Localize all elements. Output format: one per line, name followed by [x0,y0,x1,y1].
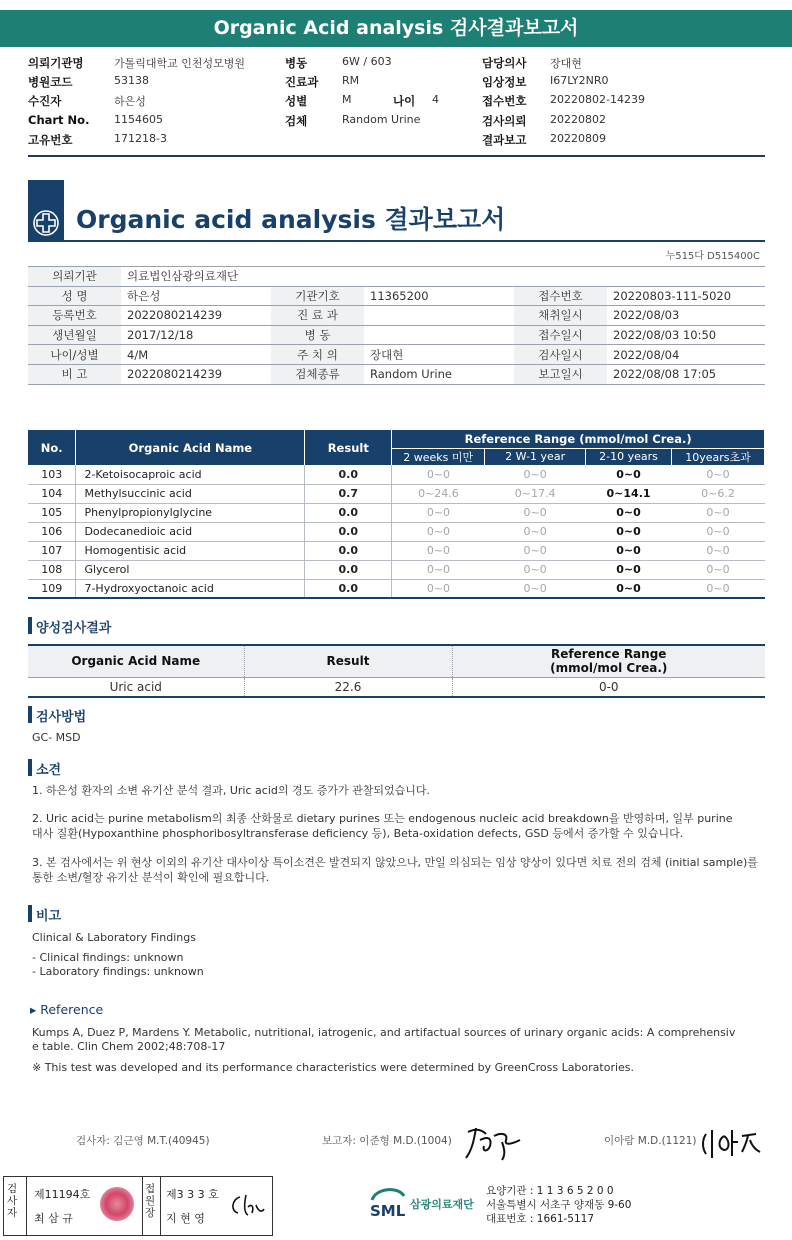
info-label: 의뢰기관 [28,267,121,287]
info-label: 나이/성별 [28,345,121,365]
row-result: 0.0 [305,465,392,484]
info-label: 접수일시 [514,325,607,345]
findings-p3a: 3. 본 검사에서는 위 현상 이외의 유기산 대사이상 특이소견은 발견되지 않았으나, 만일 의심되는 임상 양상이 있다면 치료 전의 검체 (initial sample)를 [32,856,758,869]
pos-col-ref: Reference Range (mmol/mol Crea.) [452,645,765,677]
header-key: Chart No. [28,112,90,127]
findings-p2b: 대사 질환(Hypoxanthine phosphoribosyltransferase deficiency 등), Beta-oxidation defects, GSD 등에서 증가할 수 있습니다. [32,827,684,840]
info-value: 2022/08/08 17:05 [607,364,765,384]
row-ref-range: 0~0 [485,503,586,522]
row-ref-range: 0~0 [392,579,485,598]
row-result: 0.7 [305,484,392,503]
row-acid-name: 7-Hydroxyoctanoic acid [76,579,305,598]
row-acid-name: Glycerol [76,560,305,579]
reference-heading: ▸ Reference [30,1002,104,1017]
table-row [28,364,765,384]
info-value: 2022080214239 [121,306,271,326]
remarks-l3: - Laboratory findings: unknown [32,965,204,978]
row-ref-range: 0~0 [485,579,586,598]
row-ref-range: 0~0 [586,503,672,522]
row-no: 108 [28,560,76,579]
col-no: No. [28,430,76,465]
row-result: 0.0 [305,503,392,522]
row-no: 109 [28,579,76,598]
row-acid-name: Methylsuccinic acid [76,484,305,503]
row-ref-range: 0~0 [586,560,672,579]
stamp-label-1: 검사자 [7,1183,18,1219]
logo-box [28,180,64,242]
row-acid-name: Homogentisic acid [76,541,305,560]
brand-name: 삼광의료재단 [410,1198,474,1211]
header-key: 진료과 [285,75,319,90]
row-ref-range: 0~6.2 [672,484,765,503]
info-value: 11365200 [364,286,514,306]
organic-acid-results-table [28,430,765,599]
row-ref-range: 0~0 [672,503,765,522]
reference-l2: e table. Clin Chem 2002;48:708-17 [32,1040,226,1053]
row-result: 0.0 [305,522,392,541]
col-ref-range: Reference Range (mmol/mol Crea.) [392,430,765,448]
remarks-l2: - Clinical findings: unknown [32,951,184,964]
row-ref-range: 0~0 [485,560,586,579]
pos-name: Uric acid [28,677,244,697]
header-value: 20220802 [550,112,606,126]
title-rule [28,240,765,242]
header-key: 성별 [285,94,308,109]
info-value: 2017/12/18 [121,325,271,345]
table-row [28,345,765,365]
reference-l1: Kumps A, Duez P, Mardens Y. Metabolic, nutritional, iatrogenic, and artifactual sources of urinary organic acids: A comprehensiv [32,1026,736,1039]
header-value: I67LY2NR0 [550,74,609,88]
header-value: 하은성 [114,95,146,109]
table-row [28,484,765,503]
row-ref-range: 0~17.4 [485,484,586,503]
stamp-name-2: 지 현 영 [166,1212,205,1225]
info-value: Random Urine [364,364,514,384]
info-value: 장대현 [364,345,514,365]
header-key: 담당의사 [482,56,527,70]
header-key: 고유번호 [28,132,73,147]
positive-results-table [28,644,765,698]
info-label: 보고일시 [514,364,607,384]
table-row [28,522,765,541]
findings-heading: 소견 [28,759,61,778]
findings-p3b: 통한 소변/혈장 유기산 분석이 확인에 필요합니다. [32,871,270,884]
header-value: 171218-3 [114,131,167,145]
info-label: 등록번호 [28,306,121,326]
sml-logo-icon [368,1186,408,1222]
header-divider [28,155,765,157]
table-row [28,306,765,326]
row-ref-range: 0~0 [672,579,765,598]
svg-text:SML: SML [370,1202,406,1220]
reporter-signature-label: 보고자: 이준형 M.D.(1004) [322,1135,452,1147]
table-row [28,541,765,560]
header-key: 결과보고 [482,132,527,147]
footer-address: 요양기관 : 1 1 3 6 5 2 0 0 서울특별시 서초구 양재동 9-60 대표번호 : 1661-5117 [486,1185,632,1225]
header-key: 병동 [285,56,308,70]
stamp-signature-icon [226,1191,266,1221]
row-ref-range: 0~0 [672,541,765,560]
cross-logo-icon [31,208,61,238]
findings-p1: 1. 하은성 환자의 소변 유기산 분석 결과, Uric acid의 경도 증가가 관찰되었습니다. [32,784,430,797]
header-value: 장대현 [550,57,582,70]
info-label: 주 치 의 [271,345,364,365]
info-label: 병 동 [271,325,364,345]
remarks-heading: 비고 [28,905,61,924]
pos-ref: 0-0 [452,677,765,697]
row-ref-range: 0~0 [672,522,765,541]
info-value: 4/M [121,345,271,365]
info-value: 하은성 [121,286,271,306]
row-ref-range: 0~0 [672,560,765,579]
doctor-signature-label: 이아람 M.D.(1121) [604,1135,697,1147]
header-value: 1154605 [114,112,163,126]
row-ref-range: 0~0 [392,541,485,560]
row-ref-range: 0~0 [485,465,586,484]
tester-signature-label: 검사자: 김근영 M.T.(40945) [76,1135,210,1147]
stamp-num-2: 제3 3 3 호 [166,1188,219,1201]
info-label: 검사일시 [514,345,607,365]
info-value [364,325,514,345]
header-value: RM [342,74,360,88]
header-key-age: 나이 [393,94,416,109]
reference-note: ※ This test was developed and its performance characteristics were determined by GreenCross Laboratories. [32,1061,635,1074]
patient-info-table [28,266,765,385]
row-ref-range: 0~14.1 [586,484,672,503]
col-age-group: 2 W-1 year [485,448,586,465]
method-value: GC- MSD [32,731,81,744]
findings-p2a: 2. Uric acid는 purine metabolism의 최종 산화물로 dietary purines 또는 endogenous nucleic acid breakdown을 반영하며, 일부 purine [32,812,733,825]
header-value: 6W / 603 [342,55,392,68]
row-no: 106 [28,522,76,541]
header-value: 가톨릭대학교 인천성모병원 [114,57,246,70]
info-label: 비 고 [28,364,121,384]
patient-header [28,55,768,150]
info-label: 성 명 [28,286,121,306]
row-no: 103 [28,465,76,484]
table-row [28,677,765,697]
info-value: 2022/08/03 10:50 [607,325,765,345]
info-label: 생년월일 [28,325,121,345]
col-result: Result [305,430,392,465]
col-age-group: 2 weeks 미만 [392,448,485,465]
header-value: 20220802-14239 [550,93,645,107]
row-ref-range: 0~0 [485,522,586,541]
header-value-age: 4 [432,93,439,107]
row-ref-range: 0~0 [485,541,586,560]
row-acid-name: 2-Ketoisocaproic acid [76,465,305,484]
table-row [28,560,765,579]
row-ref-range: 0~0 [392,522,485,541]
info-row-institution [28,267,765,287]
info-label: 접수번호 [514,286,607,306]
col-age-group: 10years초과 [672,448,765,465]
row-ref-range: 0~0 [392,560,485,579]
info-value: 2022080214239 [121,364,271,384]
info-value [364,306,514,326]
header-key: 병원코드 [28,75,73,90]
header-key: 접수번호 [482,94,527,109]
header-key: 검사의뢰 [482,113,527,128]
row-no: 104 [28,484,76,503]
stamp-name-1: 최 삼 규 [34,1212,73,1225]
info-label: 기관기호 [271,286,364,306]
row-ref-range: 0~0 [586,465,672,484]
table-row [28,579,765,598]
row-acid-name: Dodecanedioic acid [76,522,305,541]
row-result: 0.0 [305,560,392,579]
col-name: Organic Acid Name [76,430,305,465]
info-label: 진 료 과 [271,306,364,326]
table-row [28,465,765,484]
pos-col-result: Result [244,645,452,677]
row-ref-range: 0~0 [586,541,672,560]
remarks-l1: Clinical & Laboratory Findings [32,931,196,944]
stamp-num-1: 제11194호 [34,1188,91,1201]
pos-result: 22.6 [244,677,452,697]
info-label: 채취일시 [514,306,607,326]
row-acid-name: Phenylpropionylglycine [76,503,305,522]
row-ref-range: 0~0 [586,522,672,541]
table-row [28,286,765,306]
row-result: 0.0 [305,579,392,598]
header-key: 임상정보 [482,75,527,90]
header-value: M [342,93,352,107]
row-ref-range: 0~0 [586,579,672,598]
row-ref-range: 0~0 [392,503,485,522]
row-ref-range: 0~0 [672,465,765,484]
report-title: Organic acid analysis 결과보고서 [76,205,506,234]
form-code: 누515다 D515400C [665,251,760,262]
reporter-signature-icon [462,1122,526,1162]
header-value: Random Urine [342,112,421,126]
info-value: 2022/08/04 [607,345,765,365]
stamp-label-2: 접원장 [145,1183,156,1219]
row-no: 105 [28,503,76,522]
positive-results-heading: 양성검사결과 [28,617,111,636]
info-value: 의료법인삼광의료재단 [121,267,765,287]
row-ref-range: 0~0 [392,465,485,484]
row-result: 0.0 [305,541,392,560]
table-row [28,503,765,522]
row-no: 107 [28,541,76,560]
header-key: 검체 [285,113,308,128]
info-label: 검체종류 [271,364,364,384]
seal-icon [100,1187,134,1221]
table-row [28,325,765,345]
footer-stamp-box [3,1176,273,1236]
header-key: 의뢰기관명 [28,56,84,70]
report-banner: Organic Acid analysis 검사결과보고서 [0,10,792,47]
pos-col-name: Organic Acid Name [28,645,244,677]
col-age-group: 2-10 years [586,448,672,465]
row-ref-range: 0~24.6 [392,484,485,503]
doctor-signature-icon [700,1126,764,1160]
header-value: 20220809 [550,131,606,145]
header-key: 수진자 [28,94,62,109]
method-heading: 검사방법 [28,706,86,725]
info-value: 2022/08/03 [607,306,765,326]
header-value: 53138 [114,74,149,88]
info-value: 20220803-111-5020 [607,286,765,306]
